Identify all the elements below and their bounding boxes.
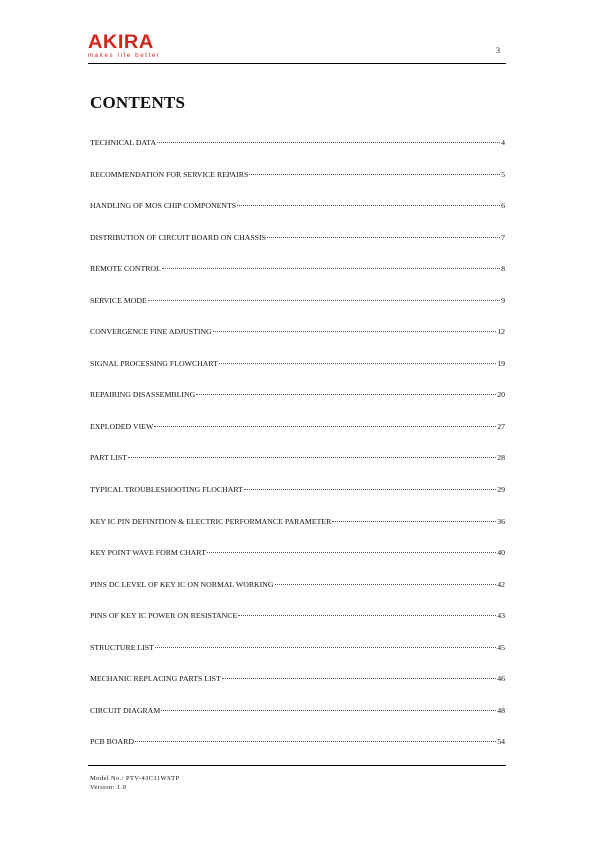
toc-entry-label: KEY POINT WAVE FORM CHART [90, 548, 206, 558]
toc-entry[interactable] [90, 642, 505, 674]
dot-leader [207, 551, 496, 553]
dot-leader [155, 646, 496, 648]
toc-entry-label: KEY IC PIN DEFINITION & ELECTRIC PERFORMANCE PARAMETER [90, 516, 332, 526]
dot-leader [275, 583, 497, 585]
dot-leader [249, 173, 500, 175]
toc-entry-label: DISTRIBUTION OF CIRCUIT BOARD ON CHASSIS [90, 232, 266, 242]
toc-entry-page: 43 [497, 611, 505, 621]
toc-entry-label: CONVERGENCE FINE ADJUSTING [90, 327, 212, 337]
toc-entry-label: PART LIST [90, 453, 128, 463]
dot-leader [222, 677, 496, 679]
toc-entry-page: 40 [497, 548, 505, 558]
toc-entry-page: 36 [497, 516, 505, 526]
model-number: Model No.: PTV-43C11WSTP [90, 775, 180, 782]
toc-entry[interactable] [90, 295, 505, 327]
toc-entry-page: 29 [497, 485, 505, 495]
toc-entry[interactable] [90, 547, 505, 579]
dot-leader [238, 614, 496, 616]
dot-leader [244, 488, 496, 490]
toc-entry-label: TYPICAL TROUBLESHOOTING FLOCHART [90, 485, 243, 495]
dot-leader [219, 362, 496, 364]
toc-entry-page: 42 [497, 579, 505, 589]
logo-wordmark: AKIRA [88, 32, 154, 53]
dot-leader [196, 393, 496, 395]
toc-entry-page: 19 [497, 358, 505, 368]
toc-entry[interactable] [90, 484, 505, 516]
dot-leader [162, 267, 500, 269]
toc-entry-label: SERVICE MODE [90, 295, 147, 305]
toc-entry[interactable] [90, 326, 505, 358]
dot-leader [157, 141, 500, 143]
toc-entry[interactable] [90, 137, 505, 169]
dot-leader [213, 330, 496, 332]
toc-entry-page: 12 [497, 327, 505, 337]
dot-leader [237, 204, 500, 206]
toc-entry[interactable] [90, 705, 505, 737]
toc-entry-page: 27 [497, 421, 505, 431]
page-header [88, 34, 506, 64]
toc-entry-label: MECHANIC REPLACING PARTS LIST [90, 674, 221, 684]
dot-leader [128, 456, 496, 458]
akira-logo [88, 34, 178, 60]
toc-entry-page: 20 [497, 390, 505, 400]
header-divider [88, 63, 506, 64]
toc-entry-page: 4 [501, 138, 505, 147]
toc-entry-label: REMOTE CONTROL [90, 264, 161, 274]
toc-entry-label: PCB BOARD [90, 737, 134, 747]
page-title: CONTENTS [90, 93, 186, 112]
toc-entry[interactable] [90, 232, 505, 264]
table-of-contents [90, 137, 505, 768]
toc-entry[interactable] [90, 673, 505, 705]
toc-entry-page: 8 [501, 264, 505, 274]
toc-entry-label: STRUCTURE LIST [90, 642, 154, 652]
toc-entry-page: 45 [497, 642, 505, 652]
toc-entry[interactable] [90, 169, 505, 201]
toc-entry-label: PINS DC LEVEL OF KEY IC ON NORMAL WORKING [90, 579, 274, 589]
toc-entry-label: EXPLODED VIEW [90, 421, 154, 431]
toc-entry-page: 6 [501, 201, 505, 211]
toc-entry[interactable] [90, 389, 505, 421]
toc-entry-label: CIRCUIT DIAGRAM [90, 705, 161, 715]
toc-entry[interactable] [90, 358, 505, 390]
toc-entry[interactable] [90, 736, 505, 768]
toc-entry-page: 54 [497, 737, 505, 747]
toc-entry[interactable] [90, 263, 505, 295]
toc-entry-page: 48 [497, 705, 505, 715]
toc-entry[interactable] [90, 200, 505, 232]
dot-leader [148, 299, 500, 301]
version-label: Version: 1.0 [90, 783, 127, 791]
page-footer [90, 775, 179, 792]
toc-entry-page: 9 [501, 295, 505, 305]
footer-divider [88, 765, 506, 766]
toc-entry-page: 7 [501, 232, 505, 242]
page-number: 3 [496, 46, 500, 55]
toc-entry-label: PINS OF KEY IC POWER ON RESISTANCE [90, 611, 238, 621]
toc-entry-label: HANDLING OF MOS CHIP COMPONENTS [90, 201, 237, 211]
toc-entry-label: RECOMMENDATION FOR SERVICE REPAIRS [90, 169, 249, 179]
dot-leader [161, 709, 496, 711]
toc-entry-label: SIGNAL PROCESSING FLOWCHART [90, 358, 218, 368]
toc-entry[interactable] [90, 452, 505, 484]
toc-entry[interactable] [90, 579, 505, 611]
toc-entry-page: 28 [497, 453, 505, 463]
toc-entry-page: 5 [501, 169, 505, 179]
dot-leader [267, 236, 500, 238]
dot-leader [135, 740, 496, 742]
toc-entry[interactable] [90, 421, 505, 453]
toc-entry[interactable] [90, 516, 505, 548]
dot-leader [154, 425, 496, 427]
logo-tagline: makes life better [88, 52, 161, 59]
toc-entry-page: 46 [497, 674, 505, 684]
dot-leader [332, 520, 496, 522]
toc-entry-label: TECHNICAL DATA [90, 138, 157, 147]
toc-entry-label: REPAIRING DISASSEMBLING [90, 390, 196, 400]
toc-entry[interactable] [90, 610, 505, 642]
